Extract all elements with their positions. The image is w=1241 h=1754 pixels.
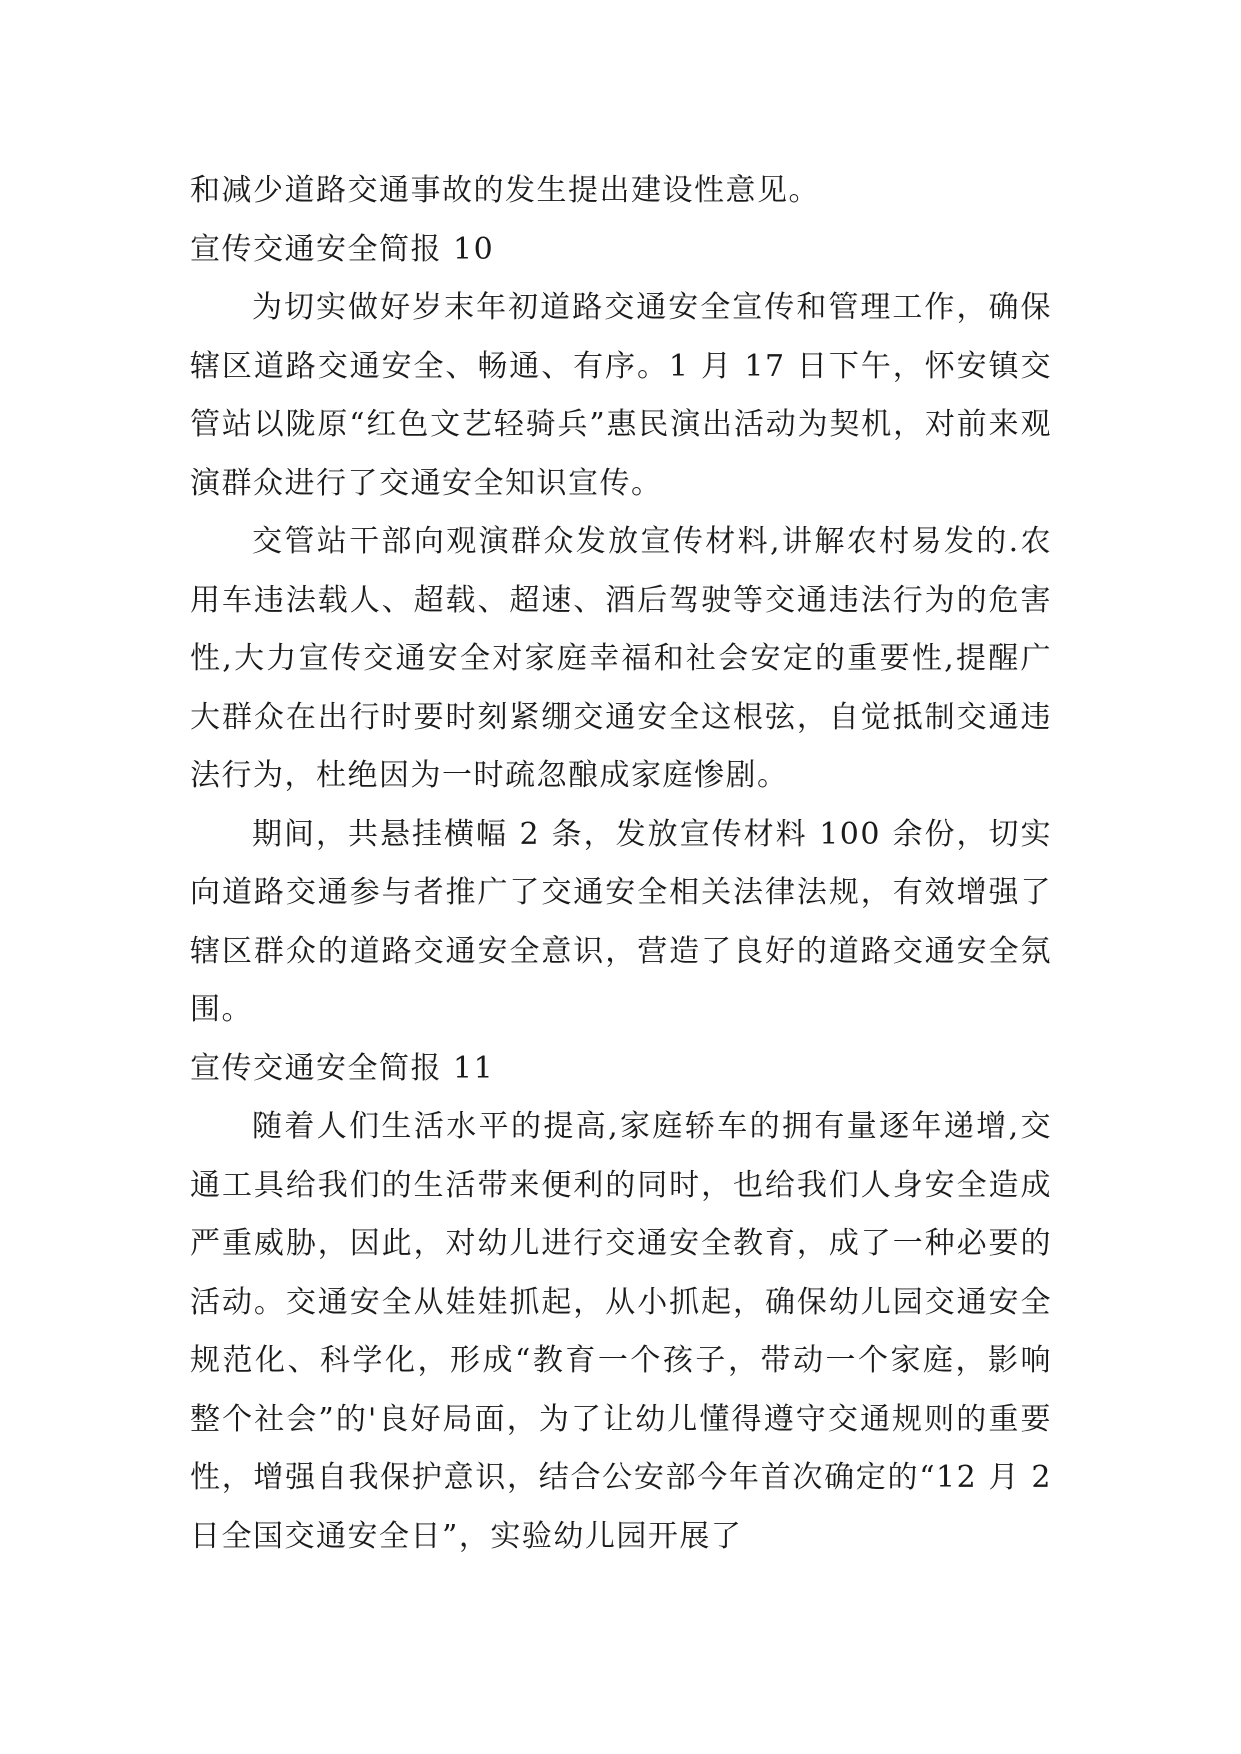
section-heading-11: 宣传交通安全简报 11	[190, 1050, 495, 1086]
paragraph-10-1: 为切实做好岁末年初道路交通安全宣传和管理工作，确保辖区道路交通安全、畅通、有序。1 月 17 日下午，怀安镇交管站以陇原“红色文艺轻骑兵”惠民演出活动为契机，对前来观演群众进行了交通安全知识宣传。	[190, 290, 1052, 501]
document-body	[190, 162, 1052, 1566]
section-heading-10: 宣传交通安全简报 10	[190, 231, 495, 267]
paragraph-11-1: 随着人们生活水平的提高,家庭轿车的拥有量逐年递增,交通工具给我们的生活带来便利的同时，也给我们人身安全造成严重威胁，因此，对幼儿进行交通安全教育，成了一种必要的活动。交通安全从娃娃抓起，从小抓起，确保幼儿园交通安全规范化、科学化，形成“教育一个孩子，带动一个家庭，影响整个社会”的'良好局面，为了让幼儿懂得遵守交通规则的重要性，增强自我保护意识，结合公安部今年首次确定的“12 月 2 日全国交通安全日”，实验幼儿园开展了	[190, 1109, 1052, 1554]
paragraph-10-2: 交管站干部向观演群众发放宣传材料,讲解农村易发的.农用车违法载人、超载、超速、酒后驾驶等交通违法行为的危害性,大力宣传交通安全对家庭幸福和社会安定的重要性,提醒广大群众在出行时要时刻紧绷交通安全这根弦，自觉抵制交通违法行为，杜绝因为一时疏忽酿成家庭惨剧。	[190, 524, 1052, 793]
paragraph-10-3: 期间，共悬挂横幅 2 条，发放宣传材料 100 余份，切实向道路交通参与者推广了交通安全相关法律法规，有效增强了辖区群众的道路交通安全意识，营造了良好的道路交通安全氛围。	[190, 816, 1052, 1027]
paragraph-continuation: 和减少道路交通事故的发生提出建设性意见。	[190, 173, 820, 208]
